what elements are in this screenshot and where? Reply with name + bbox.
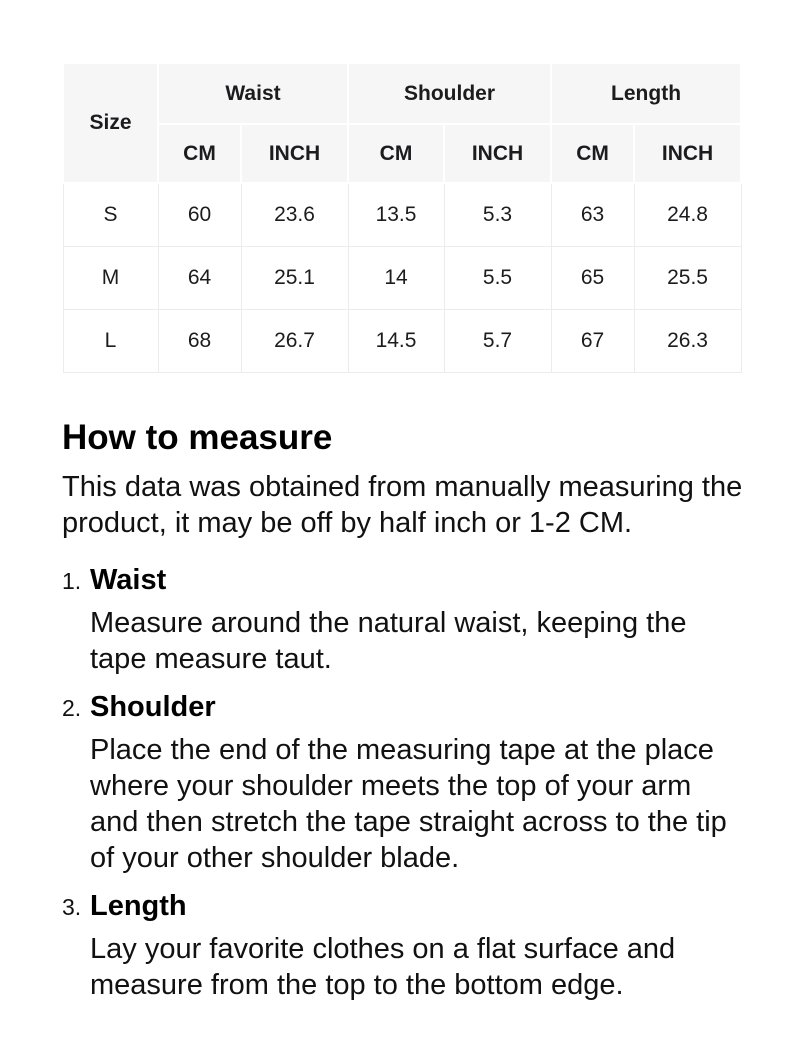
size-cell: L [63, 310, 158, 373]
waist-cm-header: CM [158, 124, 241, 183]
value-cell: 14.5 [348, 310, 444, 373]
size-chart-table [62, 62, 742, 373]
value-cell: 60 [158, 183, 241, 247]
value-cell: 23.6 [241, 183, 348, 247]
value-cell: 68 [158, 310, 241, 373]
measure-steps-list [62, 562, 800, 1003]
value-cell: 5.3 [444, 183, 551, 247]
value-cell: 25.1 [241, 247, 348, 310]
shoulder-cm-header: CM [348, 124, 444, 183]
value-cell: 13.5 [348, 183, 444, 247]
step-title: Length [90, 890, 187, 922]
value-cell: 26.3 [634, 310, 741, 373]
value-cell: 64 [158, 247, 241, 310]
step-description: Measure around the natural waist, keeping the tape measure taut. [90, 607, 687, 675]
waist-inch-header: INCH [241, 124, 348, 183]
length-cm-header: CM [551, 124, 634, 183]
value-cell: 25.5 [634, 247, 741, 310]
table-row-size-l [63, 310, 741, 373]
length-inch-header: INCH [634, 124, 741, 183]
table-header-unit-row [63, 124, 741, 183]
table-row-size-m [63, 247, 741, 310]
value-cell: 5.5 [444, 247, 551, 310]
size-cell: M [63, 247, 158, 310]
value-cell: 14 [348, 247, 444, 310]
step-description: Place the end of the measuring tape at the place where your shoulder meets the top of your arm and then stretch the tape straight across to the tip of your other shoulder blade. [90, 734, 727, 874]
step-title: Shoulder [90, 691, 216, 723]
size-cell: S [63, 183, 158, 247]
step-number: 1. [62, 568, 82, 594]
value-cell: 63 [551, 183, 634, 247]
value-cell: 26.7 [241, 310, 348, 373]
measure-step-length [62, 888, 800, 1003]
measure-step-shoulder [62, 689, 800, 876]
table-row-size-s [63, 183, 741, 247]
table-header-group-row [63, 63, 741, 124]
shoulder-inch-header: INCH [444, 124, 551, 183]
step-number: 2. [62, 695, 82, 721]
length-group-header: Length [551, 63, 741, 124]
value-cell: 5.7 [444, 310, 551, 373]
size-column-header: Size [63, 63, 158, 183]
step-number: 3. [62, 894, 82, 920]
how-to-measure-heading: How to measure [62, 418, 333, 457]
how-to-measure-intro: This data was obtained from manually measuring the product, it may be off by half inch or 1-2 CM. [62, 471, 743, 539]
waist-group-header: Waist [158, 63, 348, 124]
shoulder-group-header: Shoulder [348, 63, 551, 124]
measure-step-waist [62, 562, 800, 677]
value-cell: 67 [551, 310, 634, 373]
value-cell: 24.8 [634, 183, 741, 247]
step-description: Lay your favorite clothes on a flat surface and measure from the top to the bottom edge. [90, 933, 676, 1001]
step-title: Waist [90, 564, 167, 596]
value-cell: 65 [551, 247, 634, 310]
